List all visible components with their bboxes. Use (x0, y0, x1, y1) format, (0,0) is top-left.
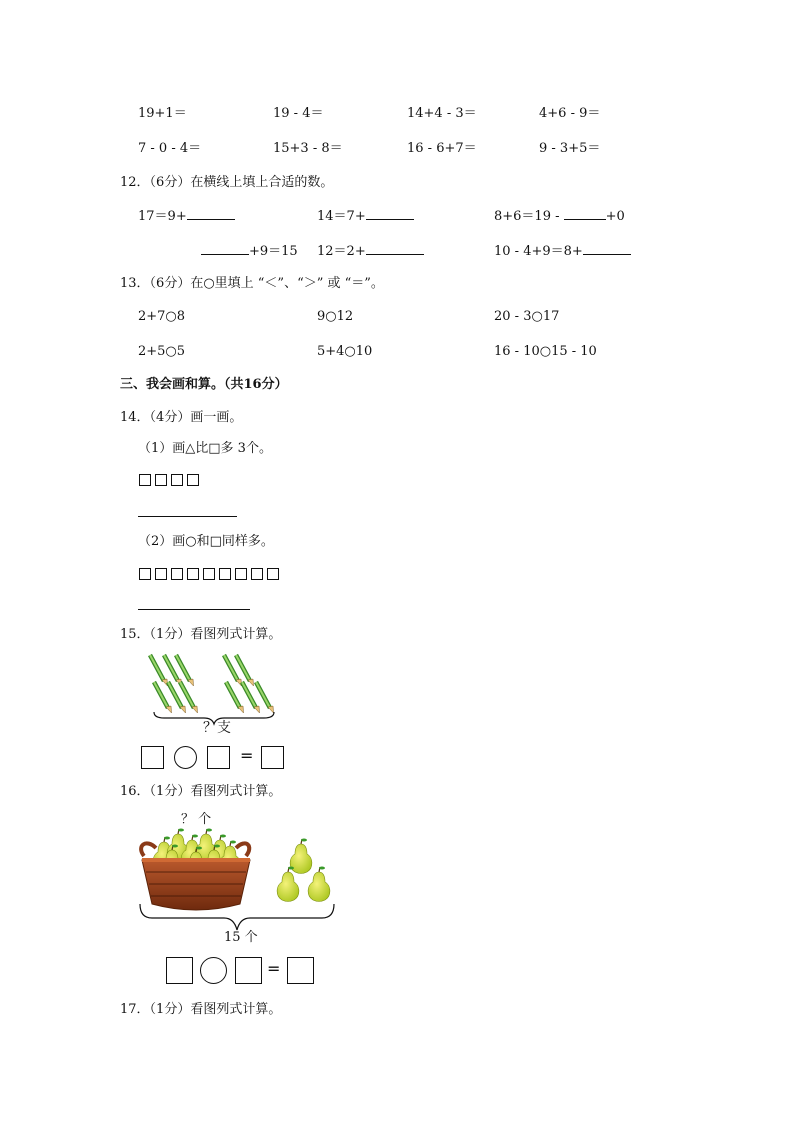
q16-top-label: ？ 个 (181, 812, 212, 827)
square-shape (219, 568, 231, 580)
q14-part1-answer-line[interactable] (138, 516, 237, 517)
q11-r2-c4: 9 - 3+5＝ (539, 141, 601, 156)
q12-r2-b-blank[interactable] (366, 242, 424, 255)
q15-brace-label: ？支 (203, 720, 231, 736)
q15-operator-circle[interactable] (174, 746, 197, 769)
q12-title: 12．（6分）在横线上填上合适的数。 (120, 175, 334, 190)
q13-r2-c3: 16 - 10○15 - 10 (494, 344, 597, 359)
q12-r1-c-text: 8+6＝19 - (494, 209, 564, 224)
q13-title: 13．（6分）在○里填上 “＜”、“＞” 或 “＝”。 (120, 276, 384, 291)
q16-box-2[interactable] (235, 957, 262, 984)
q13-r2-c2: 5+4○10 (317, 344, 373, 359)
q15-box-result[interactable] (261, 746, 284, 769)
q11-r1-c2: 19 - 4＝ (273, 106, 324, 121)
q15-pencils-image (140, 652, 290, 724)
q12-r1-a-blank[interactable] (187, 207, 235, 220)
q16-equals-sign: = (267, 959, 281, 978)
q15-title: 15．（1分）看图列式计算。 (120, 627, 282, 642)
q11-r1-c4: 4+6 - 9＝ (539, 106, 601, 121)
q17-title: 17．（1分）看图列式计算。 (120, 1002, 282, 1017)
q14-part2: （2）画○和□同样多。 (138, 534, 274, 549)
square-shape (203, 568, 215, 580)
q14-part1-squares (139, 472, 203, 488)
q13-r1-c2: 9○12 (317, 309, 354, 324)
q16-operator-circle[interactable] (200, 957, 227, 984)
q13-r1-c1: 2+7○8 (138, 309, 186, 324)
q12-r2-c-blank[interactable] (583, 242, 631, 255)
q11-r1-c1: 19+1＝ (138, 106, 187, 121)
square-shape (171, 568, 183, 580)
q15-box-2[interactable] (207, 746, 230, 769)
square-shape (251, 568, 263, 580)
q12-r1-b-blank[interactable] (366, 207, 414, 220)
q11-r2-c2: 15+3 - 8＝ (273, 141, 343, 156)
square-shape (171, 474, 183, 486)
q11-r2-c3: 16 - 6+7＝ (407, 141, 477, 156)
square-shape (139, 474, 151, 486)
q15-equals-sign: = (240, 746, 254, 765)
q11-r1-c3: 14+4 - 3＝ (407, 106, 477, 121)
square-shape (187, 474, 199, 486)
q12-r2-a-text: +9＝15 (249, 244, 298, 259)
q12-r1-c-post: +0 (605, 209, 625, 224)
q16-bottom-label: 15 个 (224, 930, 258, 945)
q12-r2-a (201, 242, 298, 260)
q12-r1-b-text: 14＝7+ (317, 209, 366, 224)
q14-part2-squares (139, 566, 283, 582)
q15-box-1[interactable] (141, 746, 164, 769)
q11-r2-c1: 7 - 0 - 4＝ (138, 141, 202, 156)
q16-box-result[interactable] (287, 957, 314, 984)
q12-r2-c (494, 242, 631, 260)
q12-r1-a (138, 207, 235, 225)
q12-r1-c (494, 207, 625, 225)
q12-r2-b (317, 242, 424, 260)
section3-title: 三、我会画和算。（共16分） (120, 377, 288, 392)
q12-r2-b-text: 12＝2+ (317, 244, 366, 259)
q14-title: 14．（4分）画一画。 (120, 410, 243, 425)
q16-title: 16．（1分）看图列式计算。 (120, 784, 282, 799)
q13-r1-c3: 20 - 3○17 (494, 309, 560, 324)
square-shape (235, 568, 247, 580)
square-shape (187, 568, 199, 580)
q12-r1-b (317, 207, 414, 225)
q16-pears-basket-image (136, 826, 346, 938)
q14-part1: （1）画△比□多 3个。 (138, 441, 272, 456)
square-shape (139, 568, 151, 580)
square-shape (155, 568, 167, 580)
q13-r2-c1: 2+5○5 (138, 344, 186, 359)
square-shape (155, 474, 167, 486)
q14-part2-answer-line[interactable] (138, 609, 250, 610)
q16-box-1[interactable] (166, 957, 193, 984)
q12-r1-c-blank[interactable] (564, 207, 606, 220)
q12-r2-c-text: 10 - 4+9＝8+ (494, 244, 583, 259)
q12-r1-a-text: 17＝9+ (138, 209, 187, 224)
square-shape (267, 568, 279, 580)
q12-r2-a-blank[interactable] (201, 242, 249, 255)
